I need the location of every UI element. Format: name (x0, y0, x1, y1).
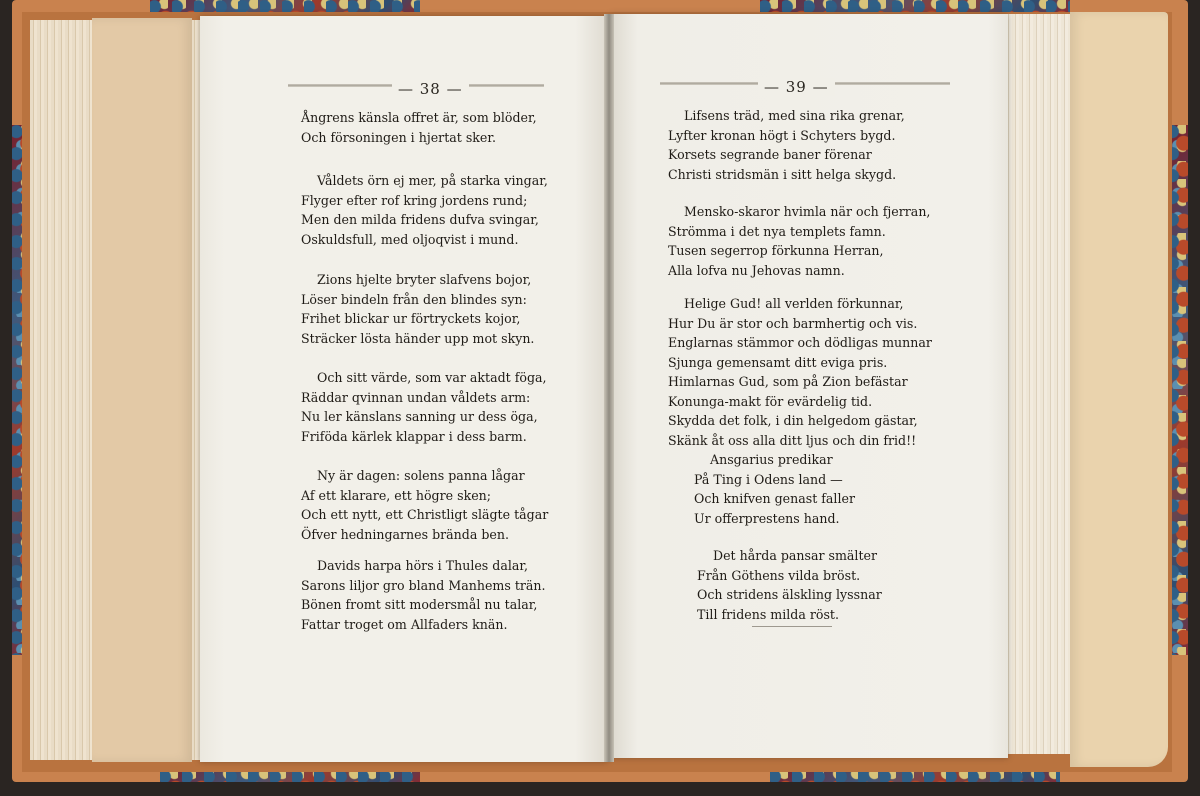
end-rule (752, 626, 832, 627)
verse-line: Alla lofva nu Jehovas namn. (668, 262, 845, 278)
right-endpaper (1070, 12, 1168, 767)
verse-line: Frihet blickar ur förtryckets kojor, (301, 311, 521, 326)
verse-line: Af ett klarare, ett högre sken; (301, 487, 492, 503)
left-page-number: — 38 — (392, 80, 469, 98)
verse-line: Ångrens känsla offret är, som blöder, (301, 110, 537, 125)
verse-line: Sträcker lösta händer upp mot skyn. (301, 330, 535, 346)
book-gutter (604, 14, 614, 762)
verse-line: Christi stridsmän i sitt helga skygd. (668, 166, 897, 182)
verse-line: På Ting i Odens land — (694, 471, 843, 487)
verse-line: Davids harpa hörs i Thules dalar, (317, 558, 529, 573)
verse-line: Korsets segrande baner förenar (668, 147, 872, 162)
verse-line: Det hårda pansar smälter (713, 548, 877, 563)
verse-line: Englarnas stämmor och dödligas munnar (668, 335, 932, 350)
verse-line: Till fridens milda röst. (697, 606, 839, 622)
marbled-cover-top-right (760, 0, 1070, 12)
verse-line: Och knifven genast faller (694, 491, 855, 506)
verse-line: Ansgarius predikar (710, 452, 833, 467)
verse-line: Lifsens träd, med sina rika grenar, (684, 108, 905, 123)
verse-line: Mensko-skaror hvimla när och fjerran, (684, 204, 931, 219)
verse-line: Oskuldsfull, med oljoqvist i mund. (301, 231, 519, 247)
verse-line: Från Göthens vilda bröst. (697, 567, 861, 583)
verse-line: Sjunga gemensamt ditt eviga pris. (668, 354, 888, 370)
verse-line: Ny är dagen: solens panna lågar (317, 468, 525, 483)
left-stanza-1 (301, 108, 537, 147)
verse-line: Sarons liljor gro bland Manhems trän. (301, 577, 546, 593)
verse-line: Himlarnas Gud, som på Zion befästar (668, 374, 908, 389)
left-stanza-3 (301, 270, 534, 348)
left-stanza-6 (301, 556, 546, 634)
right-stanza-1 (668, 106, 905, 184)
verse-line: Lyfter kronan högt i Schyters bygd. (668, 127, 896, 143)
verse-line: Fattar troget om Allfaders knän. (301, 616, 508, 632)
verse-line: Flyger efter rof kring jordens rund; (301, 192, 528, 208)
verse-line: Ur offerprestens hand. (694, 510, 840, 526)
verse-line: Nu ler känslans sanning ur dess öga, (301, 409, 538, 424)
verse-line: Bönen fromt sitt modersmål nu talar, (301, 597, 538, 612)
verse-line: Våldets örn ej mer, på starka vingar, (317, 173, 548, 188)
verse-line: Men den milda fridens dufva svingar, (301, 212, 539, 227)
verse-line: Skydda det folk, i din helgedom gästar, (668, 413, 918, 428)
verse-line: Friföda kärlek klappar i dess barm. (301, 428, 527, 444)
verse-line: Strömma i det nya templets famn. (668, 223, 886, 239)
right-stanza-2 (668, 202, 930, 280)
verse-line: Och stridens älskling lyssnar (697, 587, 882, 602)
verse-line: Skänk åt oss alla ditt ljus och din frid!! (668, 432, 917, 448)
verse-line: Öfver hedningarnes brända ben. (301, 526, 509, 542)
verse-line: Räddar qvinnan undan våldets arm: (301, 389, 531, 405)
verse-line: Zions hjelte bryter slafvens bojor, (317, 272, 532, 287)
right-stanza-5 (697, 546, 882, 624)
left-endpaper (92, 18, 192, 762)
left-page (200, 16, 608, 762)
verse-line: Och ett nytt, ett Christligt slägte tågar (301, 507, 549, 522)
verse-line: Löser bindeln från den blindes syn: (301, 291, 527, 307)
verse-line: Tusen segerrop förkunna Herran, (668, 243, 884, 258)
verse-line: Och försoningen i hjertat sker. (301, 129, 497, 145)
marbled-cover-top-left (150, 0, 420, 12)
verse-line: Hur Du är stor och barmhertig och vis. (668, 315, 918, 331)
left-stanza-5 (301, 466, 548, 544)
right-page (610, 14, 1008, 758)
right-stanza-3 (668, 294, 932, 450)
right-page-number: — 39 — (758, 78, 835, 96)
right-page-edges (1005, 14, 1075, 754)
verse-line: Konunga-makt för evärdelig tid. (668, 393, 873, 409)
verse-line: Och sitt värde, som var aktadt föga, (317, 370, 547, 385)
verse-line: Helige Gud! all verlden förkunnar, (684, 296, 904, 311)
left-stanza-4 (301, 368, 547, 446)
right-stanza-4 (694, 450, 855, 528)
left-stanza-2 (301, 171, 548, 249)
